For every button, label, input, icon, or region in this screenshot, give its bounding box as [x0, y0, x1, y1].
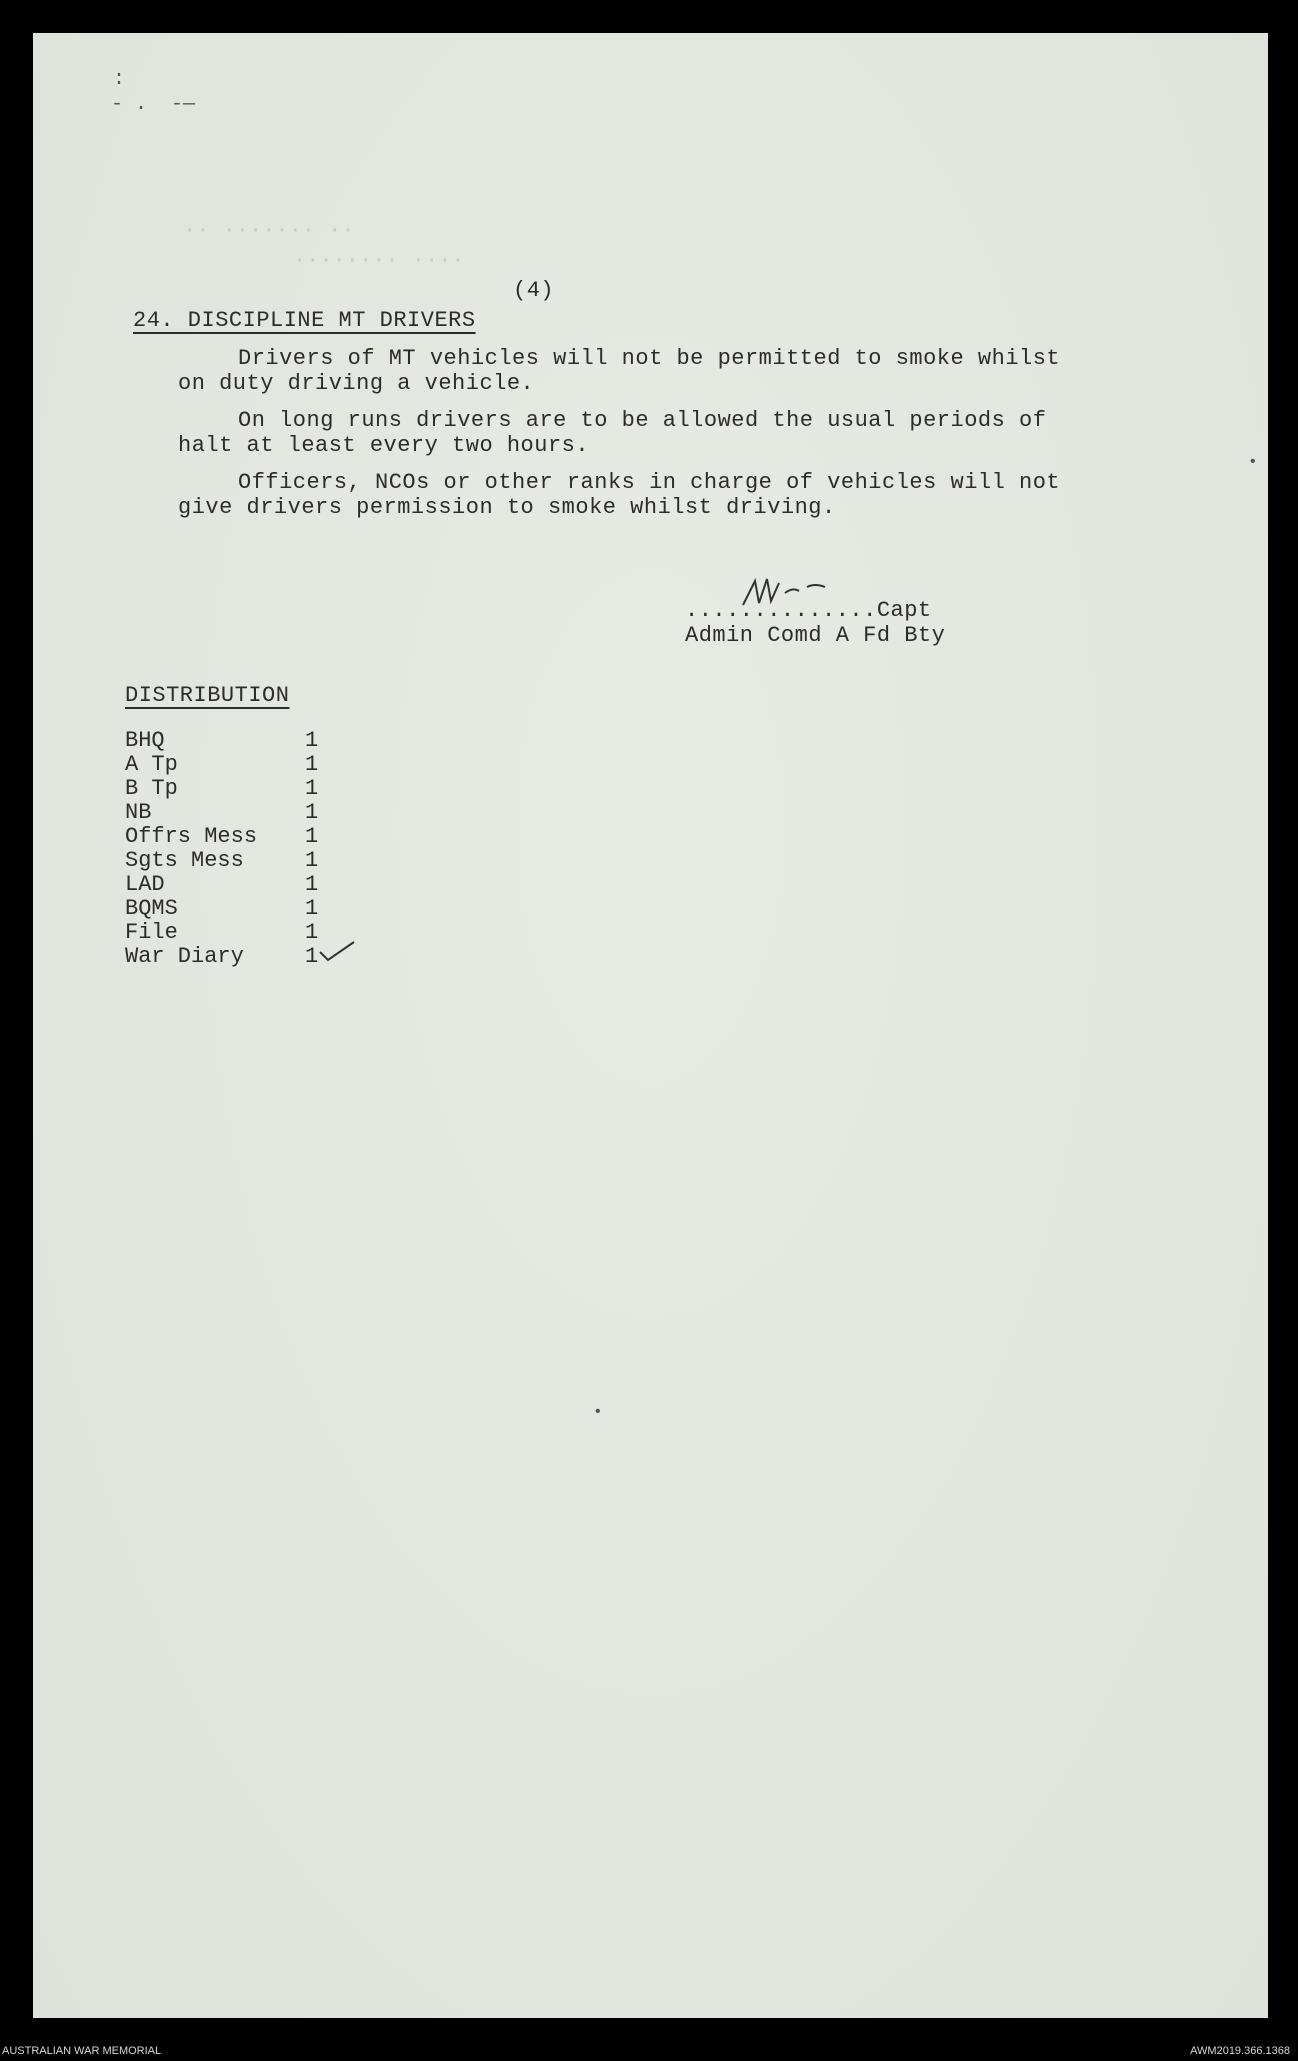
- bleed-through-text: ········ ····: [293, 248, 465, 273]
- stray-mark: •: [593, 1403, 603, 1421]
- page-number: (4): [513, 278, 555, 303]
- distribution-item-name: BHQ: [125, 728, 165, 753]
- distribution-item-copies: 1: [305, 800, 319, 825]
- punch-mark: :: [113, 68, 126, 91]
- section-heading: 24. DISCIPLINE MT DRIVERS: [133, 308, 476, 333]
- distribution-item-name: File: [125, 920, 178, 945]
- distribution-item-copies: 1: [305, 920, 319, 945]
- distribution-item-name: War Diary: [125, 944, 244, 969]
- distribution-item-copies: 1: [305, 824, 319, 849]
- distribution-item-copies: 1: [305, 752, 319, 777]
- distribution-item-name: A Tp: [125, 752, 178, 777]
- distribution-item-name: Offrs Mess: [125, 824, 258, 849]
- bleed-through-text: ·· ······· ··: [183, 218, 355, 243]
- footer-accession-number: AWM2019.366.1368: [1190, 2045, 1290, 2057]
- paragraph-1-line-1: Drivers of MT vehicles will not be permitted to smoke whilst: [238, 346, 1061, 371]
- punch-mark: - . -—: [111, 93, 196, 116]
- distribution-item-name: BQMS: [125, 896, 178, 921]
- paragraph-3-line-1: Officers, NCOs or other ranks in charge of vehicles will not: [238, 470, 1061, 495]
- distribution-item-copies: 1: [305, 848, 319, 873]
- distribution-item-name: LAD: [125, 872, 165, 897]
- paragraph-3-line-2: give drivers permission to smoke whilst driving.: [178, 495, 836, 520]
- distribution-item-name: NB: [125, 800, 152, 825]
- footer-credit: AUSTRALIAN WAR MEMORIAL: [2, 2045, 162, 2057]
- distribution-item-copies: 1: [305, 872, 319, 897]
- stray-mark: •: [1248, 453, 1258, 471]
- distribution-item-copies: 1: [305, 944, 319, 969]
- distribution-item-copies: 1: [305, 896, 319, 921]
- distribution-heading: DISTRIBUTION: [125, 683, 290, 708]
- checkmark-icon: [318, 938, 358, 964]
- paragraph-1-line-2: on duty driving a vehicle.: [178, 371, 535, 396]
- distribution-item-name: B Tp: [125, 776, 178, 801]
- paragraph-2-line-1: On long runs drivers are to be allowed the usual periods of: [238, 408, 1047, 433]
- paragraph-2-line-2: halt at least every two hours.: [178, 433, 590, 458]
- signature-line: ..............Capt: [685, 598, 932, 623]
- signature-title: Admin Comd A Fd Bty: [685, 623, 946, 648]
- document-page: [33, 33, 1268, 2018]
- distribution-item-copies: 1: [305, 776, 319, 801]
- distribution-item-copies: 1: [305, 728, 319, 753]
- distribution-item-name: Sgts Mess: [125, 848, 244, 873]
